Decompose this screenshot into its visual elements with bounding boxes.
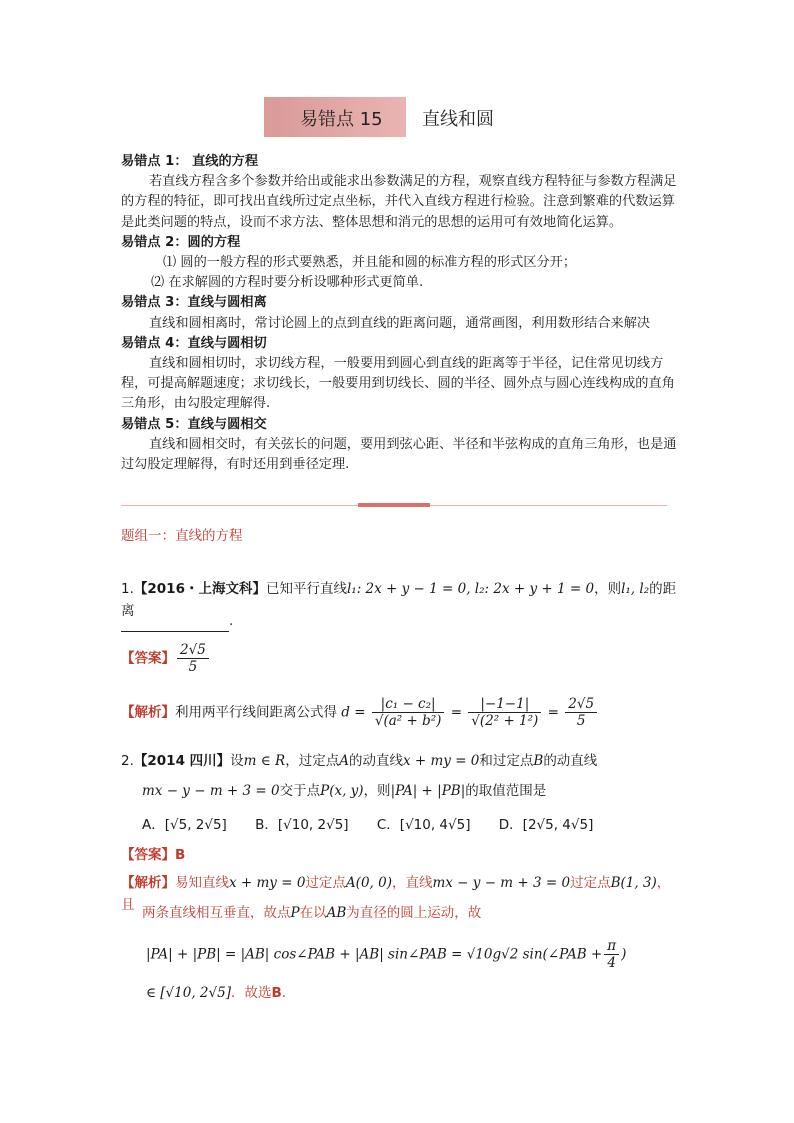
question-1-source: 【2016・上海文科】	[133, 581, 266, 597]
question-2-explanation-formula	[146, 938, 626, 971]
question-2-text-f: 交于点	[279, 783, 321, 799]
option-c[interactable]: C．[√10, 4√5]	[376, 817, 471, 833]
exp-text-6: 两条直线相互垂直，故点	[142, 905, 291, 921]
explanation-label: 【解析】	[121, 875, 175, 891]
section-divider-accent	[358, 503, 430, 507]
sum-expression: |PA| + |PB|	[390, 783, 466, 799]
point-1-heading: 易错点 1： 直线的方程	[121, 154, 259, 169]
exp-text-7: 在以	[299, 905, 327, 921]
option-a[interactable]: A．[√5, 2√5]	[142, 817, 227, 833]
equals-2: =	[547, 704, 559, 721]
question-2-text-c: 的动直线	[348, 753, 403, 769]
exp-line-b: mx − y − m + 3 = 0	[432, 875, 571, 891]
point-2-heading: 易错点 2：圆的方程	[121, 234, 241, 250]
question-1-line-pair: l₁, l₂	[621, 581, 650, 597]
exp-text-9: ．故选	[230, 985, 272, 1001]
exp-text-1: 易知直线	[175, 875, 229, 891]
explanation-text: 利用两平行线间距离公式得	[175, 704, 337, 721]
exp-text-2: 过定点	[305, 875, 346, 891]
answer-label: 【答案】	[121, 847, 175, 863]
equals-1: =	[450, 704, 462, 721]
distance-symbol: d =	[341, 704, 366, 721]
question-2-options	[142, 814, 617, 836]
question-2-number: 2.	[121, 753, 134, 769]
exp-point-b: B(1, 3)	[610, 875, 657, 891]
exp-formula: |PA| + |PB| = |AB| cos∠PAB + |AB| sin∠PAB = √10g√2 sin(∠PAB +	[146, 946, 603, 963]
exp-text-8: 为直径的圆上运动，故	[346, 905, 482, 921]
title-banner	[264, 97, 564, 137]
title-number: 易错点 15	[300, 109, 383, 130]
error-points-summary	[121, 152, 677, 475]
exp-text-4: 过定点	[570, 875, 611, 891]
question-2-text-d: 和过定点	[479, 753, 534, 769]
result-fraction: $\frac{2√5}{5}$	[565, 696, 597, 729]
point-3-heading: 易错点 3：直线与圆相离	[121, 295, 267, 311]
point-4-heading: 易错点 4：直线与圆相切	[121, 335, 267, 351]
point-a: A	[339, 753, 349, 769]
exp-close-paren: )	[621, 946, 627, 963]
title-topic: 直线和圆	[422, 109, 494, 130]
answer-value: B	[175, 847, 186, 863]
exp-range: ∈ [√10, 2√5]	[146, 985, 231, 1001]
question-1-answer	[121, 642, 211, 675]
question-1-lines: l₁: 2x + y − 1 = 0, l₂: 2x + y + 1 = 0	[346, 581, 595, 597]
point-4-body: 直线和圆相切时，求切线方程，一般要用到圆心到直线的距离等于半径，记住常见切线方程，可提高解题速度；求切线长，一般要用到切线长、圆的半径、圆外点与圆心连线构成的直角三角形，由勾股定理解得.	[121, 356, 675, 412]
answer-blank	[121, 617, 229, 632]
exp-choice-b: B	[271, 985, 282, 1001]
m-in-r: m ∈ R	[243, 753, 286, 769]
question-2-text-a: 设	[230, 753, 244, 769]
question-2-answer	[121, 844, 185, 866]
point-p: P(x, y)	[320, 783, 364, 799]
question-1-end: .	[229, 613, 234, 629]
exp-dot: .	[281, 985, 287, 1001]
substituted-fraction: $\frac{|-1-1|}{\text{√(2² + 1²)}}$	[468, 696, 541, 729]
exp-line-a: x + my = 0	[229, 875, 306, 891]
formula-fraction: $\frac{\text{|c₁ − c₂|}}{\text{√(a² + b²)}}$	[372, 696, 445, 729]
question-1-blank-line	[121, 610, 233, 632]
line-a: x + my = 0	[402, 753, 480, 769]
answer-fraction: $\frac{2√5}{5}$	[177, 642, 209, 675]
explanation-label: 【解析】	[121, 704, 175, 721]
question-1-number: 1.	[121, 581, 134, 597]
question-2-text-h: 的取值范围是	[465, 783, 547, 799]
point-5-heading: 易错点 5：直线与圆相交	[121, 416, 267, 432]
question-2-stem-line-1	[121, 750, 681, 772]
question-2-source: 【2014 四川】	[133, 753, 231, 769]
question-1-text-c: 的距离	[121, 581, 677, 619]
question-2-text-g: ，则	[363, 783, 391, 799]
exp-point-a: A(0, 0)	[345, 875, 392, 891]
question-2-text-b: ，过定点	[285, 753, 340, 769]
question-2-text-e: 的动直线	[543, 753, 598, 769]
group-title: 题组一：直线的方程	[121, 528, 243, 544]
question-2-stem-line-2	[142, 780, 546, 802]
answer-label: 【答案】	[121, 650, 175, 667]
question-1-text-a: 已知平行直线	[265, 581, 347, 597]
question-2-explanation-range	[146, 982, 286, 1004]
exp-text-3: ，直线	[391, 875, 433, 891]
pi-over-four: $\frac{\pi}{4}$	[604, 938, 619, 971]
line-b: mx − y − m + 3 = 0	[142, 783, 280, 799]
question-2-explanation-line-2	[142, 902, 481, 924]
point-2-line-2: ⑵ 在求解圆的方程时要分析设哪种形式更简单.	[151, 275, 424, 291]
point-3-body: 直线和圆相离时，常讨论圆上的点到直线的距离问题，通常画图，利用数形结合来解决	[149, 315, 651, 331]
point-5-body: 直线和圆相交时，有关弦长的问题，要用到弦心距、半径和半弦构成的直角三角形，也是通过勾股定理解得，有时还用到垂径定理.	[121, 436, 677, 473]
exp-text-5: ，且	[121, 875, 671, 913]
point-b: B	[533, 753, 544, 769]
option-d[interactable]: D．[2√5, 4√5]	[498, 817, 594, 833]
question-1-text-b: ，则	[594, 581, 622, 597]
option-b[interactable]: B．[√10, 2√5]	[255, 817, 349, 833]
exp-point-p: P	[290, 905, 300, 921]
point-2-line-1: ⑴ 圆的一般方程的形式要熟悉，并且能和圆的标准方程的形式区分开；	[163, 255, 577, 271]
point-1-body: 若直线方程含多个参数并给出或能求出参数满足的方程，观察直线方程特征与参数方程满足的方程的特征，即可找出直线所过定点坐标，并代入直线方程进行检验。注意到繁难的代数运算是此类问题的特点，设而不求方法、整体思想和消元的思想的运用可有效地简化运算。	[121, 174, 677, 230]
exp-segment-ab: AB	[326, 905, 347, 921]
question-1-explanation	[121, 696, 599, 729]
